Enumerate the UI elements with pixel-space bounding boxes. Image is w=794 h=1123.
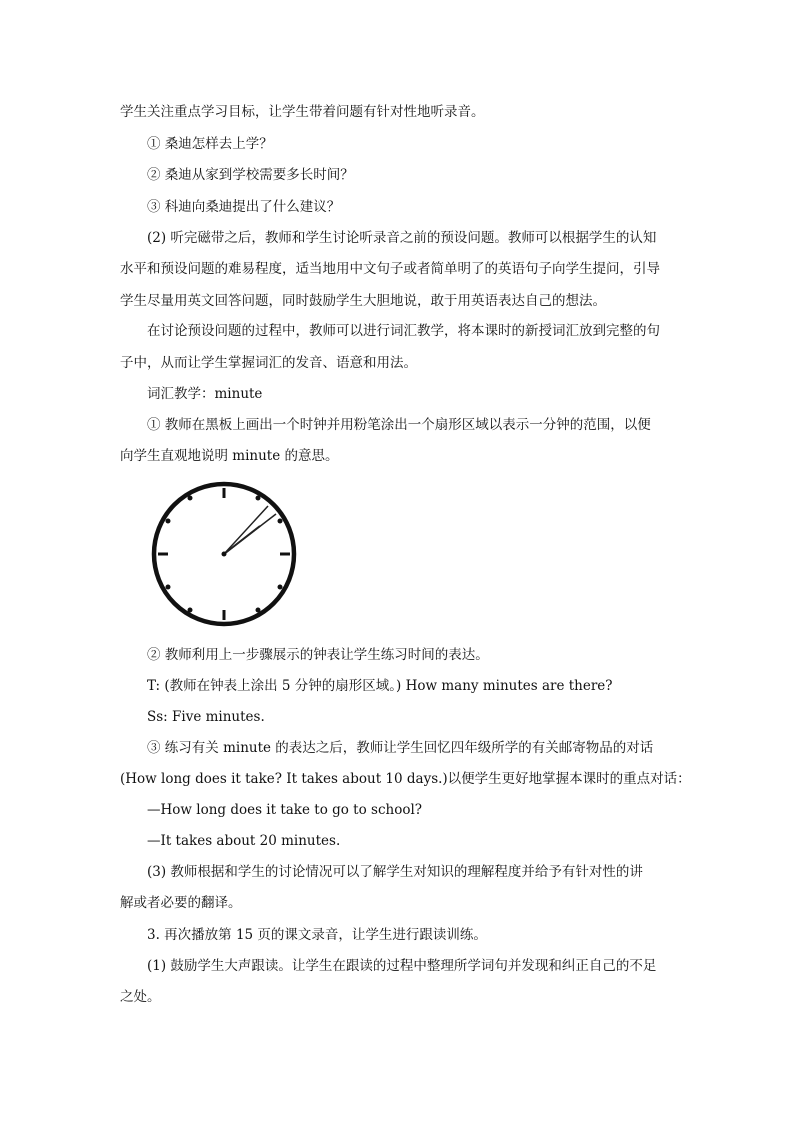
section-heading: 3. 再次播放第 15 页的课文录音，让学生进行跟读训练。 <box>147 927 487 943</box>
paragraph-line: 之处。 <box>120 989 161 1005</box>
paragraph-line: (3) 教师根据和学生的讨论情况可以了解学生对知识的理解程度并给予有针对性的讲 <box>147 864 643 880</box>
paragraph-line: (1) 鼓励学生大声跟读。让学生在跟读的过程中整理所学词句并发现和纠正自己的不足 <box>147 958 657 974</box>
vocab-heading: 词汇教学：minute <box>147 386 263 402</box>
paragraph-line: 在讨论预设问题的过程中，教师可以进行词汇教学，将本课时的新授词汇放到完整的句 <box>147 323 660 339</box>
paragraph-line: 向学生直观地说明 minute 的意思。 <box>120 448 339 464</box>
dialogue-line: —It takes about 20 minutes. <box>147 833 341 849</box>
paragraph-line: 学生尽量用英文回答问题，同时鼓励学生大胆地说，敢于用英语表达自己的想法。 <box>120 293 606 309</box>
paragraph-line: 学生关注重点学习目标，让学生带着问题有针对性地听录音。 <box>120 104 485 120</box>
paragraph-line: ① 教师在黑板上画出一个时钟并用粉笔涂出一个扇形区域以表示一分钟的范围，以便 <box>147 417 651 433</box>
dialogue-line: —How long does it take to go to school? <box>147 802 423 818</box>
paragraph-line: 解或者必要的翻译。 <box>120 895 242 911</box>
question-2: ② 桑迪从家到学校需要多长时间？ <box>147 167 354 183</box>
paragraph-line: 子中，从而让学生掌握词汇的发音、语意和用法。 <box>120 355 417 371</box>
question-3: ③ 科迪向桑迪提出了什么建议？ <box>147 199 341 215</box>
paragraph-line: ② 教师利用上一步骤展示的钟表让学生练习时间的表达。 <box>147 647 489 663</box>
dialogue-students: Ss: Five minutes. <box>147 709 265 725</box>
paragraph-line: 水平和预设问题的难易程度，适当地用中文句子或者简单明了的英语句子向学生提问，引导 <box>120 261 660 277</box>
clock-illustration <box>148 476 300 632</box>
dialogue-teacher: T: (教师在钟表上涂出 5 分钟的扇形区域。) How many minutes are there? <box>147 678 613 694</box>
paragraph-line: (How long does it take? It takes about 10 days.)以便学生更好地掌握本课时的重点对话： <box>120 771 691 787</box>
question-1: ① 桑迪怎样去上学？ <box>147 136 273 152</box>
paragraph-line: ③ 练习有关 minute 的表达之后，教师让学生回忆四年级所学的有关邮寄物品的对话 <box>147 740 654 756</box>
paragraph-line: (2) 听完磁带之后，教师和学生讨论听录音之前的预设问题。教师可以根据学生的认知 <box>147 230 657 246</box>
